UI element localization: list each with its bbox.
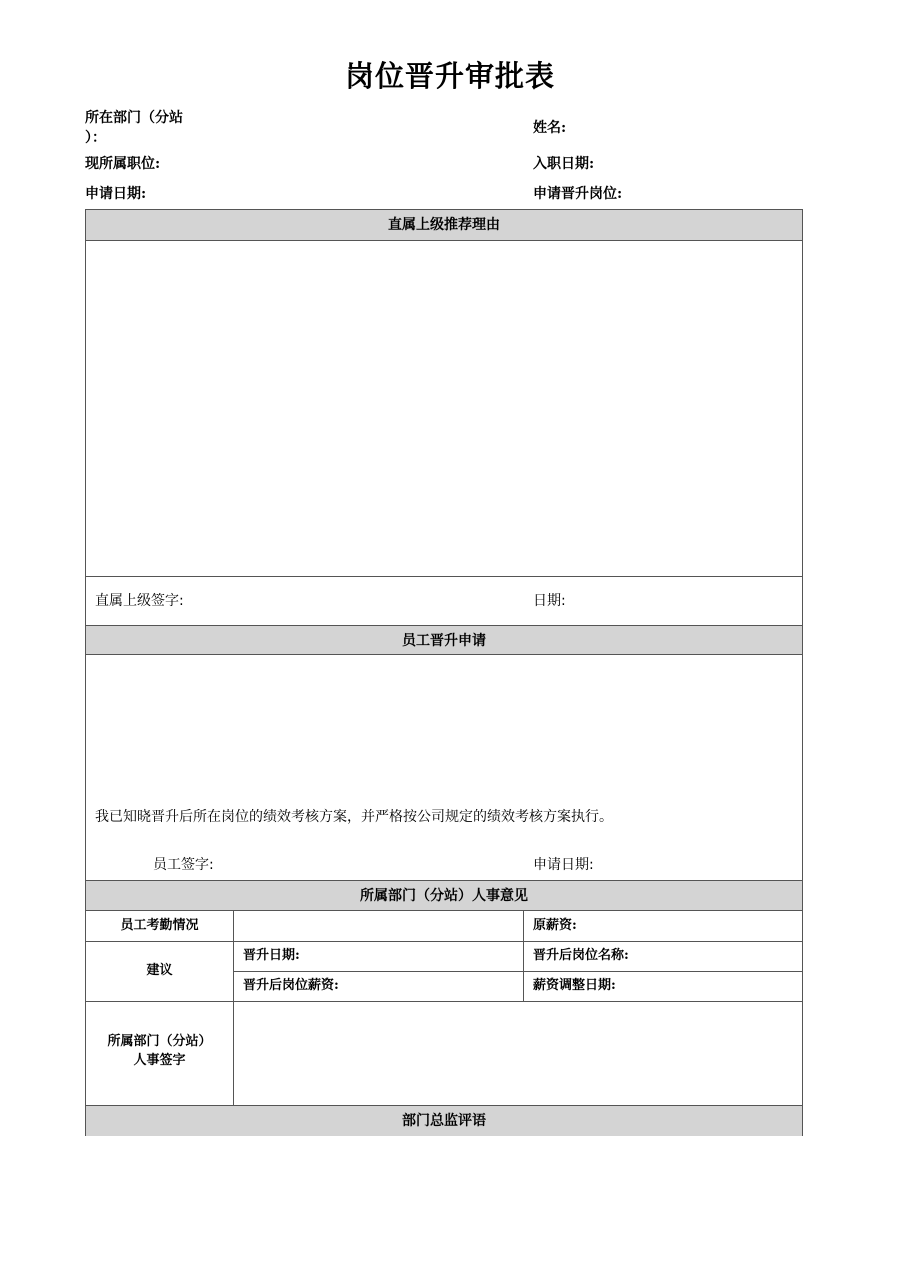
hr-signature-label-line2: 人事签字 xyxy=(133,1053,186,1068)
attendance-field[interactable] xyxy=(234,912,522,940)
department-label-cont: ）： xyxy=(85,130,106,146)
supervisor-signature-label: 直属上级签字: xyxy=(95,593,184,609)
department-label: 所在部门（分站 xyxy=(85,110,183,126)
divider xyxy=(86,941,802,942)
new-position-name-label: 晋升后岗位名称: xyxy=(533,948,629,963)
supervisor-reason-area[interactable] xyxy=(86,242,802,575)
employee-section-header: 员工晋升申请 xyxy=(86,625,802,655)
apply-date-label: 申请日期: xyxy=(85,186,147,202)
supervisor-date-label: 日期: xyxy=(533,593,566,609)
hr-section-header: 所属部门（分站）人事意见 xyxy=(86,880,802,911)
divider xyxy=(86,576,802,577)
commitment-statement: 我已知晓晋升后所在岗位的绩效考核方案，并严格按公司规定的绩效考核方案执行。 xyxy=(95,809,613,825)
current-position-label: 现所属职位: xyxy=(85,156,161,172)
hire-date-label: 入职日期: xyxy=(533,156,595,172)
divider xyxy=(523,911,524,1001)
employee-application-area[interactable] xyxy=(86,656,802,796)
hr-signature-area[interactable] xyxy=(234,1002,802,1104)
supervisor-section-header: 直属上级推荐理由 xyxy=(86,210,802,241)
salary-adjust-date-label: 薪资调整日期: xyxy=(533,978,616,993)
director-section-header: 部门总监评语 xyxy=(86,1105,802,1136)
employee-apply-date-label: 申请日期: xyxy=(533,857,594,873)
form-title: 岗位晋升审批表 xyxy=(344,59,555,93)
new-salary-label: 晋升后岗位薪资: xyxy=(243,978,339,993)
employee-signature-label: 员工签字: xyxy=(153,857,214,873)
promotion-date-label: 晋升日期: xyxy=(243,948,300,963)
divider xyxy=(234,971,802,972)
target-position-label: 申请晋升岗位: xyxy=(533,186,623,202)
suggestion-label: 建议 xyxy=(146,963,173,978)
original-salary-label: 原薪资: xyxy=(533,918,577,933)
attendance-label: 员工考勤情况 xyxy=(120,918,199,933)
name-label: 姓名: xyxy=(533,120,567,136)
hr-signature-label-line1: 所属部门（分站） xyxy=(107,1034,212,1049)
